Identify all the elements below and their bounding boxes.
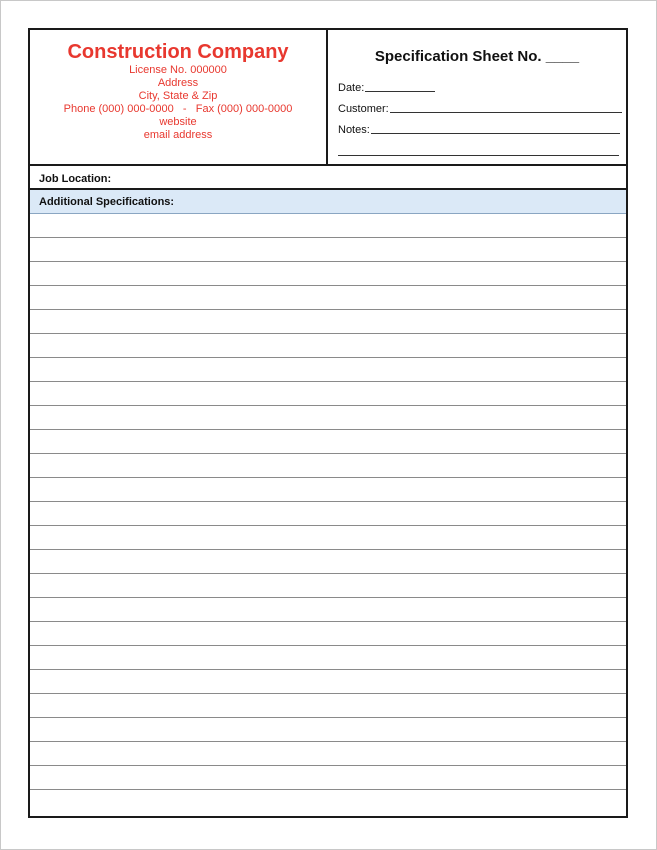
specification-line[interactable] <box>30 262 626 286</box>
company-address: Address <box>157 77 199 89</box>
specification-line[interactable] <box>30 238 626 262</box>
specification-line[interactable] <box>30 214 626 238</box>
date-label: Date: <box>338 82 365 94</box>
specification-sheet <box>28 28 628 818</box>
specification-line[interactable] <box>30 646 626 670</box>
notes-extra-line[interactable] <box>338 155 619 156</box>
specification-lines <box>30 214 626 814</box>
company-name: Construction Company <box>67 41 289 63</box>
specification-line[interactable] <box>30 310 626 334</box>
company-email: email address <box>143 129 213 141</box>
specification-line[interactable] <box>30 718 626 742</box>
company-phone-fax: Phone (000) 000-0000 - Fax (000) 000-0000 <box>63 103 293 115</box>
specification-line[interactable] <box>30 550 626 574</box>
specification-line[interactable] <box>30 406 626 430</box>
specification-line[interactable] <box>30 430 626 454</box>
notes-field[interactable] <box>338 124 620 136</box>
date-line[interactable] <box>365 90 435 92</box>
specification-line[interactable] <box>30 670 626 694</box>
company-city-state-zip: City, State & Zip <box>138 90 218 102</box>
specification-line[interactable] <box>30 286 626 310</box>
additional-specifications-label: Additional Specifications: <box>39 196 175 208</box>
specification-line[interactable] <box>30 574 626 598</box>
specification-line[interactable] <box>30 766 626 790</box>
company-info <box>30 30 328 164</box>
job-location-label: Job Location: <box>39 173 112 185</box>
specification-line[interactable] <box>30 598 626 622</box>
specification-line[interactable] <box>30 382 626 406</box>
specification-line[interactable] <box>30 790 626 814</box>
specification-line[interactable] <box>30 358 626 382</box>
spec-info <box>328 30 626 164</box>
specification-line[interactable] <box>30 454 626 478</box>
specification-line[interactable] <box>30 694 626 718</box>
customer-label: Customer: <box>338 103 389 115</box>
date-field[interactable] <box>338 82 435 94</box>
specification-line[interactable] <box>30 502 626 526</box>
specification-line[interactable] <box>30 334 626 358</box>
job-location-row[interactable] <box>30 166 626 190</box>
spec-sheet-title: Specification Sheet No. ____ <box>374 48 580 65</box>
notes-label: Notes: <box>338 124 370 136</box>
customer-line[interactable] <box>390 111 622 113</box>
specification-line[interactable] <box>30 742 626 766</box>
company-website: website <box>159 116 197 128</box>
customer-field[interactable] <box>338 103 622 115</box>
license-number: License No. 000000 <box>129 64 227 76</box>
header <box>30 30 626 166</box>
additional-specifications-header <box>30 190 626 214</box>
specification-line[interactable] <box>30 478 626 502</box>
notes-line[interactable] <box>371 132 620 134</box>
specification-line[interactable] <box>30 622 626 646</box>
specification-line[interactable] <box>30 526 626 550</box>
